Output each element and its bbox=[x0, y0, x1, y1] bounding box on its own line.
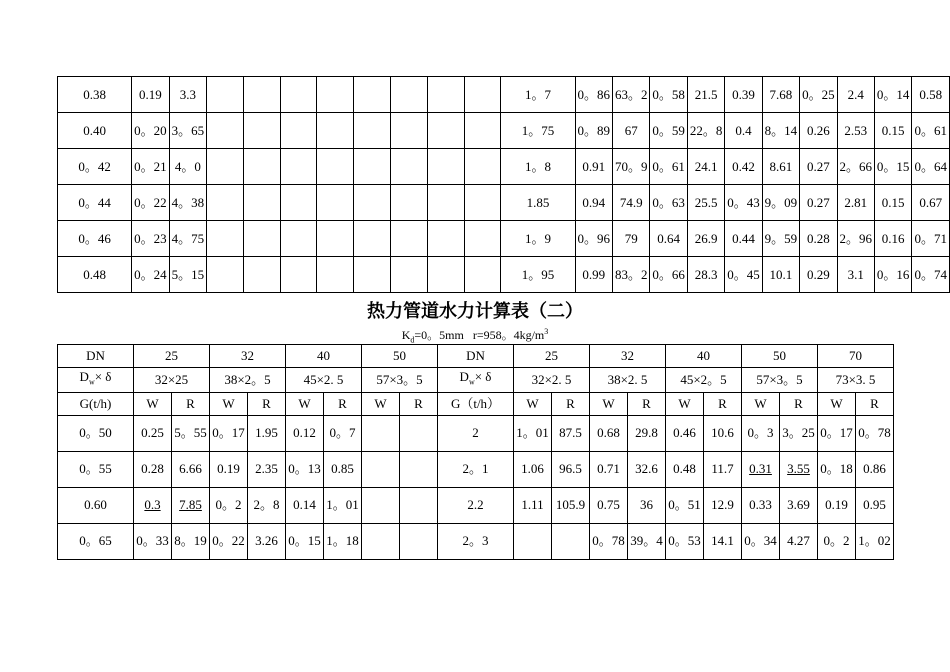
table-cell: 0.94 bbox=[575, 185, 612, 221]
w-header: W bbox=[742, 392, 780, 415]
table-cell: 2.81 bbox=[837, 185, 874, 221]
table-cell: 9。09 bbox=[762, 185, 799, 221]
table-cell: 0。7 bbox=[324, 415, 362, 451]
table-cell: 0.31 bbox=[742, 451, 780, 487]
table-cell bbox=[362, 487, 400, 523]
table-cell: 0。16 bbox=[874, 257, 911, 293]
dw-size-cell: 38×2。5 bbox=[210, 368, 286, 393]
table-cell: 1.06 bbox=[514, 451, 552, 487]
r-header: R bbox=[628, 392, 666, 415]
table-cell: 2.4 bbox=[837, 77, 874, 113]
table-cell bbox=[280, 77, 317, 113]
table-cell bbox=[391, 185, 428, 221]
dn-header-row bbox=[58, 345, 894, 368]
table-cell: 0。53 bbox=[666, 523, 704, 559]
table-cell bbox=[243, 257, 280, 293]
table-cell: 0。66 bbox=[650, 257, 687, 293]
w-header: W bbox=[286, 392, 324, 415]
table-cell: 1。7 bbox=[501, 77, 575, 113]
table-cell: 0.60 bbox=[58, 487, 134, 523]
table-cell: 2.53 bbox=[837, 113, 874, 149]
table-cell: 0。63 bbox=[650, 185, 687, 221]
table-row bbox=[58, 487, 894, 523]
table-cell: 0.28 bbox=[800, 221, 837, 257]
table-cell: 28.3 bbox=[687, 257, 724, 293]
r-header: R bbox=[552, 392, 590, 415]
table-cell: 0。17 bbox=[210, 415, 248, 451]
table-cell: 2。3 bbox=[438, 523, 514, 559]
table-cell: 0。23 bbox=[132, 221, 169, 257]
table-cell: 0.19 bbox=[210, 451, 248, 487]
table-cell: 39。4 bbox=[628, 523, 666, 559]
table-cell: 0。2 bbox=[210, 487, 248, 523]
table-cell: 9。59 bbox=[762, 221, 799, 257]
table-cell bbox=[427, 113, 464, 149]
table-cell bbox=[391, 149, 428, 185]
table-cell: 1.85 bbox=[501, 185, 575, 221]
table-cell: 0。42 bbox=[58, 149, 132, 185]
g-label-left: G(t/h) bbox=[58, 392, 134, 415]
table-cell: 0.19 bbox=[132, 77, 169, 113]
table-cell bbox=[354, 185, 391, 221]
table-cell: 0.68 bbox=[590, 415, 628, 451]
w-header: W bbox=[818, 392, 856, 415]
table-row bbox=[58, 185, 950, 221]
table-row bbox=[58, 415, 894, 451]
table-cell: 7.68 bbox=[762, 77, 799, 113]
table-cell: 36 bbox=[628, 487, 666, 523]
table-cell: 83。2 bbox=[613, 257, 650, 293]
table-cell: 0。89 bbox=[575, 113, 612, 149]
table-cell: 0.95 bbox=[856, 487, 894, 523]
table-cell: 0。3 bbox=[742, 415, 780, 451]
table-cell: 0。24 bbox=[132, 257, 169, 293]
table-cell bbox=[280, 257, 317, 293]
table-cell: 0。2 bbox=[818, 523, 856, 559]
table-cell: 32.6 bbox=[628, 451, 666, 487]
table-cell: 1。02 bbox=[856, 523, 894, 559]
table-cell: 79 bbox=[613, 221, 650, 257]
table-cell: 25.5 bbox=[687, 185, 724, 221]
kd-subscript: d bbox=[410, 335, 415, 345]
table-cell: 2。66 bbox=[837, 149, 874, 185]
table-cell bbox=[317, 185, 354, 221]
table-cell: 12.9 bbox=[704, 487, 742, 523]
table-cell: 3.1 bbox=[837, 257, 874, 293]
table-cell: 0.71 bbox=[590, 451, 628, 487]
table-cell: 11.7 bbox=[704, 451, 742, 487]
table-cell: 0。15 bbox=[874, 149, 911, 185]
table-cell: 0。25 bbox=[800, 77, 837, 113]
table-cell: 1.95 bbox=[248, 415, 286, 451]
table-cell bbox=[243, 221, 280, 257]
table-cell bbox=[391, 77, 428, 113]
table-cell: 2.2 bbox=[438, 487, 514, 523]
table-cell: 0。58 bbox=[650, 77, 687, 113]
table-cell: 0。21 bbox=[132, 149, 169, 185]
table-cell bbox=[354, 77, 391, 113]
table-cell: 7.85 bbox=[172, 487, 210, 523]
table-row bbox=[58, 149, 950, 185]
table-cell: 0。59 bbox=[650, 113, 687, 149]
table-cell bbox=[400, 487, 438, 523]
table-cell: 1。9 bbox=[501, 221, 575, 257]
table-cell bbox=[317, 149, 354, 185]
table-cell bbox=[207, 257, 244, 293]
table-cell bbox=[243, 185, 280, 221]
dn-25-right: 25 bbox=[514, 345, 590, 368]
table-cell: 1。75 bbox=[501, 113, 575, 149]
w-header: W bbox=[362, 392, 400, 415]
table-cell bbox=[514, 523, 552, 559]
flow-table-continued bbox=[57, 76, 950, 293]
table-cell bbox=[243, 77, 280, 113]
table-cell bbox=[317, 113, 354, 149]
table-cell bbox=[207, 221, 244, 257]
table-cell: 0.48 bbox=[58, 257, 132, 293]
table-cell bbox=[207, 77, 244, 113]
table-cell: 0。71 bbox=[912, 221, 950, 257]
table-cell: 8。14 bbox=[762, 113, 799, 149]
dn-50-left: 50 bbox=[362, 345, 438, 368]
r-header: R bbox=[400, 392, 438, 415]
table-cell: 2 bbox=[438, 415, 514, 451]
density-value: r=958。4kg/m bbox=[472, 328, 545, 342]
table-cell bbox=[280, 149, 317, 185]
dn-label-left: DN bbox=[58, 345, 134, 368]
table-cell: 4。75 bbox=[169, 221, 206, 257]
table-cell bbox=[427, 221, 464, 257]
dw-size-cell: 73×3. 5 bbox=[818, 368, 894, 393]
table-cell: 0。78 bbox=[856, 415, 894, 451]
table-row bbox=[58, 221, 950, 257]
table-cell: 0.44 bbox=[725, 221, 762, 257]
table-cell: 0。22 bbox=[210, 523, 248, 559]
table-row bbox=[58, 257, 950, 293]
table-cell: 3。25 bbox=[780, 415, 818, 451]
table-cell bbox=[464, 257, 501, 293]
table-cell bbox=[280, 221, 317, 257]
table-cell: 0。45 bbox=[725, 257, 762, 293]
table-cell bbox=[464, 149, 501, 185]
table-cell: 8.61 bbox=[762, 149, 799, 185]
table-cell: 0.12 bbox=[286, 415, 324, 451]
dw-size-cell: 45×2。5 bbox=[666, 368, 742, 393]
table-cell bbox=[427, 185, 464, 221]
table-cell: 0。43 bbox=[725, 185, 762, 221]
table-cell: 3.3 bbox=[169, 77, 206, 113]
dn-40-right: 40 bbox=[666, 345, 742, 368]
table-cell: 2。8 bbox=[248, 487, 286, 523]
table-cell bbox=[354, 257, 391, 293]
table-cell: 0.91 bbox=[575, 149, 612, 185]
table-cell: 5。15 bbox=[169, 257, 206, 293]
table-cell: 0.16 bbox=[874, 221, 911, 257]
table-cell: 1。01 bbox=[514, 415, 552, 451]
table-cell bbox=[464, 221, 501, 257]
dw-size-cell: 45×2. 5 bbox=[286, 368, 362, 393]
table-cell bbox=[207, 185, 244, 221]
table-cell: 14.1 bbox=[704, 523, 742, 559]
table-cell: 1。8 bbox=[501, 149, 575, 185]
table-cell: 0。34 bbox=[742, 523, 780, 559]
table-cell: 5。55 bbox=[172, 415, 210, 451]
table-cell: 0。61 bbox=[650, 149, 687, 185]
dn-40-left: 40 bbox=[286, 345, 362, 368]
table-cell: 0。20 bbox=[132, 113, 169, 149]
table-cell bbox=[317, 77, 354, 113]
table-cell: 3。65 bbox=[169, 113, 206, 149]
table-cell: 0.26 bbox=[800, 113, 837, 149]
table-cell: 10.1 bbox=[762, 257, 799, 293]
table-cell bbox=[243, 113, 280, 149]
table-cell: 0.75 bbox=[590, 487, 628, 523]
table-cell bbox=[207, 149, 244, 185]
table-cell bbox=[207, 113, 244, 149]
flow-table-two bbox=[57, 344, 894, 560]
table-cell: 0.15 bbox=[874, 185, 911, 221]
table-cell: 24.1 bbox=[687, 149, 724, 185]
wr-header-row bbox=[58, 392, 894, 415]
table-cell: 70。9 bbox=[613, 149, 650, 185]
table-cell: 74.9 bbox=[613, 185, 650, 221]
table-cell: 2。1 bbox=[438, 451, 514, 487]
table-cell: 1。18 bbox=[324, 523, 362, 559]
table-cell bbox=[464, 185, 501, 221]
table-cell: 0.99 bbox=[575, 257, 612, 293]
table-cell bbox=[280, 113, 317, 149]
dn-25-left: 25 bbox=[134, 345, 210, 368]
table-cell bbox=[362, 451, 400, 487]
dn-50-right: 50 bbox=[742, 345, 818, 368]
dw-label-left: $D_w\times \delta$ bbox=[58, 368, 134, 393]
table-cell: 4。0 bbox=[169, 149, 206, 185]
table-cell: 0.86 bbox=[856, 451, 894, 487]
table-cell: 0。65 bbox=[58, 523, 134, 559]
r-header: R bbox=[248, 392, 286, 415]
table-cell: 105.9 bbox=[552, 487, 590, 523]
table-cell: 0.15 bbox=[874, 113, 911, 149]
table-cell: 0.39 bbox=[725, 77, 762, 113]
table-cell: 0.64 bbox=[650, 221, 687, 257]
dn-32-left: 32 bbox=[210, 345, 286, 368]
table-cell: 0。22 bbox=[132, 185, 169, 221]
table-cell: 0.14 bbox=[286, 487, 324, 523]
table-cell: 0.19 bbox=[818, 487, 856, 523]
table-cell: 0。74 bbox=[912, 257, 950, 293]
table-cell: 0。46 bbox=[58, 221, 132, 257]
table-cell: 0。96 bbox=[575, 221, 612, 257]
table-cell: 0.33 bbox=[742, 487, 780, 523]
table-cell: 1.11 bbox=[514, 487, 552, 523]
dw-size-cell: 57×3。5 bbox=[362, 368, 438, 393]
table-cell: 21.5 bbox=[687, 77, 724, 113]
table-cell: 0。44 bbox=[58, 185, 132, 221]
dn-32-right: 32 bbox=[590, 345, 666, 368]
table-cell: 96.5 bbox=[552, 451, 590, 487]
table-cell bbox=[391, 257, 428, 293]
kd-value: =0。5mm bbox=[414, 328, 464, 342]
table-cell bbox=[464, 77, 501, 113]
table-cell: 63。2 bbox=[613, 77, 650, 113]
table-cell bbox=[317, 221, 354, 257]
table-cell: 10.6 bbox=[704, 415, 742, 451]
r-header: R bbox=[172, 392, 210, 415]
dn-70-right: 70 bbox=[818, 345, 894, 368]
calc-parameters bbox=[0, 326, 950, 344]
table-cell: 0.42 bbox=[725, 149, 762, 185]
table-cell: 0。15 bbox=[286, 523, 324, 559]
kd-label: K bbox=[401, 328, 411, 342]
table-cell: 0.28 bbox=[134, 451, 172, 487]
dn-label-right: DN bbox=[438, 345, 514, 368]
dw-size-cell: 32×25 bbox=[134, 368, 210, 393]
dw-header-row bbox=[58, 368, 894, 393]
table-cell: 1。95 bbox=[501, 257, 575, 293]
table-cell: 0.58 bbox=[912, 77, 950, 113]
table-cell bbox=[427, 77, 464, 113]
table-cell: 22。8 bbox=[687, 113, 724, 149]
r-header: R bbox=[856, 392, 894, 415]
table-cell: 0.29 bbox=[800, 257, 837, 293]
table-cell bbox=[400, 523, 438, 559]
table-cell: 67 bbox=[613, 113, 650, 149]
table-cell bbox=[243, 149, 280, 185]
table-cell: 87.5 bbox=[552, 415, 590, 451]
table-cell bbox=[362, 523, 400, 559]
table-cell bbox=[391, 113, 428, 149]
table-cell bbox=[464, 113, 501, 149]
dw-size-cell: 38×2. 5 bbox=[590, 368, 666, 393]
table-cell: 0.85 bbox=[324, 451, 362, 487]
table-cell: 0.38 bbox=[58, 77, 132, 113]
table-cell: 29.8 bbox=[628, 415, 666, 451]
w-header: W bbox=[210, 392, 248, 415]
dw-label-right: $D_w\times \delta$ bbox=[438, 368, 514, 393]
table-cell: 2。96 bbox=[837, 221, 874, 257]
table-cell: 0。78 bbox=[590, 523, 628, 559]
table-cell: 0。61 bbox=[912, 113, 950, 149]
g-label-right: G（t/h） bbox=[438, 392, 514, 415]
dw-size-cell: 32×2. 5 bbox=[514, 368, 590, 393]
table-cell: 2.35 bbox=[248, 451, 286, 487]
table-cell: 8。19 bbox=[172, 523, 210, 559]
table-cell bbox=[552, 523, 590, 559]
table-cell: 0。64 bbox=[912, 149, 950, 185]
table-cell: 0。13 bbox=[286, 451, 324, 487]
table-cell: 0.46 bbox=[666, 415, 704, 451]
table-cell: 0.4 bbox=[725, 113, 762, 149]
table-cell: 0.25 bbox=[134, 415, 172, 451]
table-cell bbox=[427, 257, 464, 293]
table-cell: 0.67 bbox=[912, 185, 950, 221]
table-cell bbox=[354, 149, 391, 185]
table-cell bbox=[354, 221, 391, 257]
w-header: W bbox=[666, 392, 704, 415]
table-cell bbox=[391, 221, 428, 257]
table-cell: 0。51 bbox=[666, 487, 704, 523]
table-row bbox=[58, 113, 950, 149]
table-cell bbox=[427, 149, 464, 185]
table-cell: 0.27 bbox=[800, 149, 837, 185]
table-cell: 4。38 bbox=[169, 185, 206, 221]
table-cell: 3.69 bbox=[780, 487, 818, 523]
table-cell: 0.27 bbox=[800, 185, 837, 221]
table-cell bbox=[362, 415, 400, 451]
table-cell bbox=[354, 113, 391, 149]
table-row bbox=[58, 77, 950, 113]
table-cell: 0。18 bbox=[818, 451, 856, 487]
r-header: R bbox=[780, 392, 818, 415]
dw-size-cell: 57×3。5 bbox=[742, 368, 818, 393]
density-unit-exponent: 3 bbox=[544, 327, 549, 336]
table-cell: 0。17 bbox=[818, 415, 856, 451]
table-cell: 1。01 bbox=[324, 487, 362, 523]
w-header: W bbox=[514, 392, 552, 415]
table-cell: 0。14 bbox=[874, 77, 911, 113]
w-header: W bbox=[590, 392, 628, 415]
table-cell: 0。55 bbox=[58, 451, 134, 487]
table-cell: 3.55 bbox=[780, 451, 818, 487]
table-cell: 26.9 bbox=[687, 221, 724, 257]
table-cell: 0.48 bbox=[666, 451, 704, 487]
r-header: R bbox=[324, 392, 362, 415]
table-cell: 0。33 bbox=[134, 523, 172, 559]
table-row bbox=[58, 451, 894, 487]
table-cell bbox=[317, 257, 354, 293]
table-title: 热力管道水力计算表（二） bbox=[367, 301, 583, 322]
table-cell: 0.3 bbox=[134, 487, 172, 523]
r-header: R bbox=[704, 392, 742, 415]
table-cell: 6.66 bbox=[172, 451, 210, 487]
table-cell bbox=[400, 451, 438, 487]
table-cell: 0。50 bbox=[58, 415, 134, 451]
w-header: W bbox=[134, 392, 172, 415]
table-row bbox=[58, 523, 894, 559]
table-cell bbox=[280, 185, 317, 221]
table-cell bbox=[400, 415, 438, 451]
table-cell: 4.27 bbox=[780, 523, 818, 559]
table-cell: 0。86 bbox=[575, 77, 612, 113]
table-cell: 0.40 bbox=[58, 113, 132, 149]
table-cell: 3.26 bbox=[248, 523, 286, 559]
